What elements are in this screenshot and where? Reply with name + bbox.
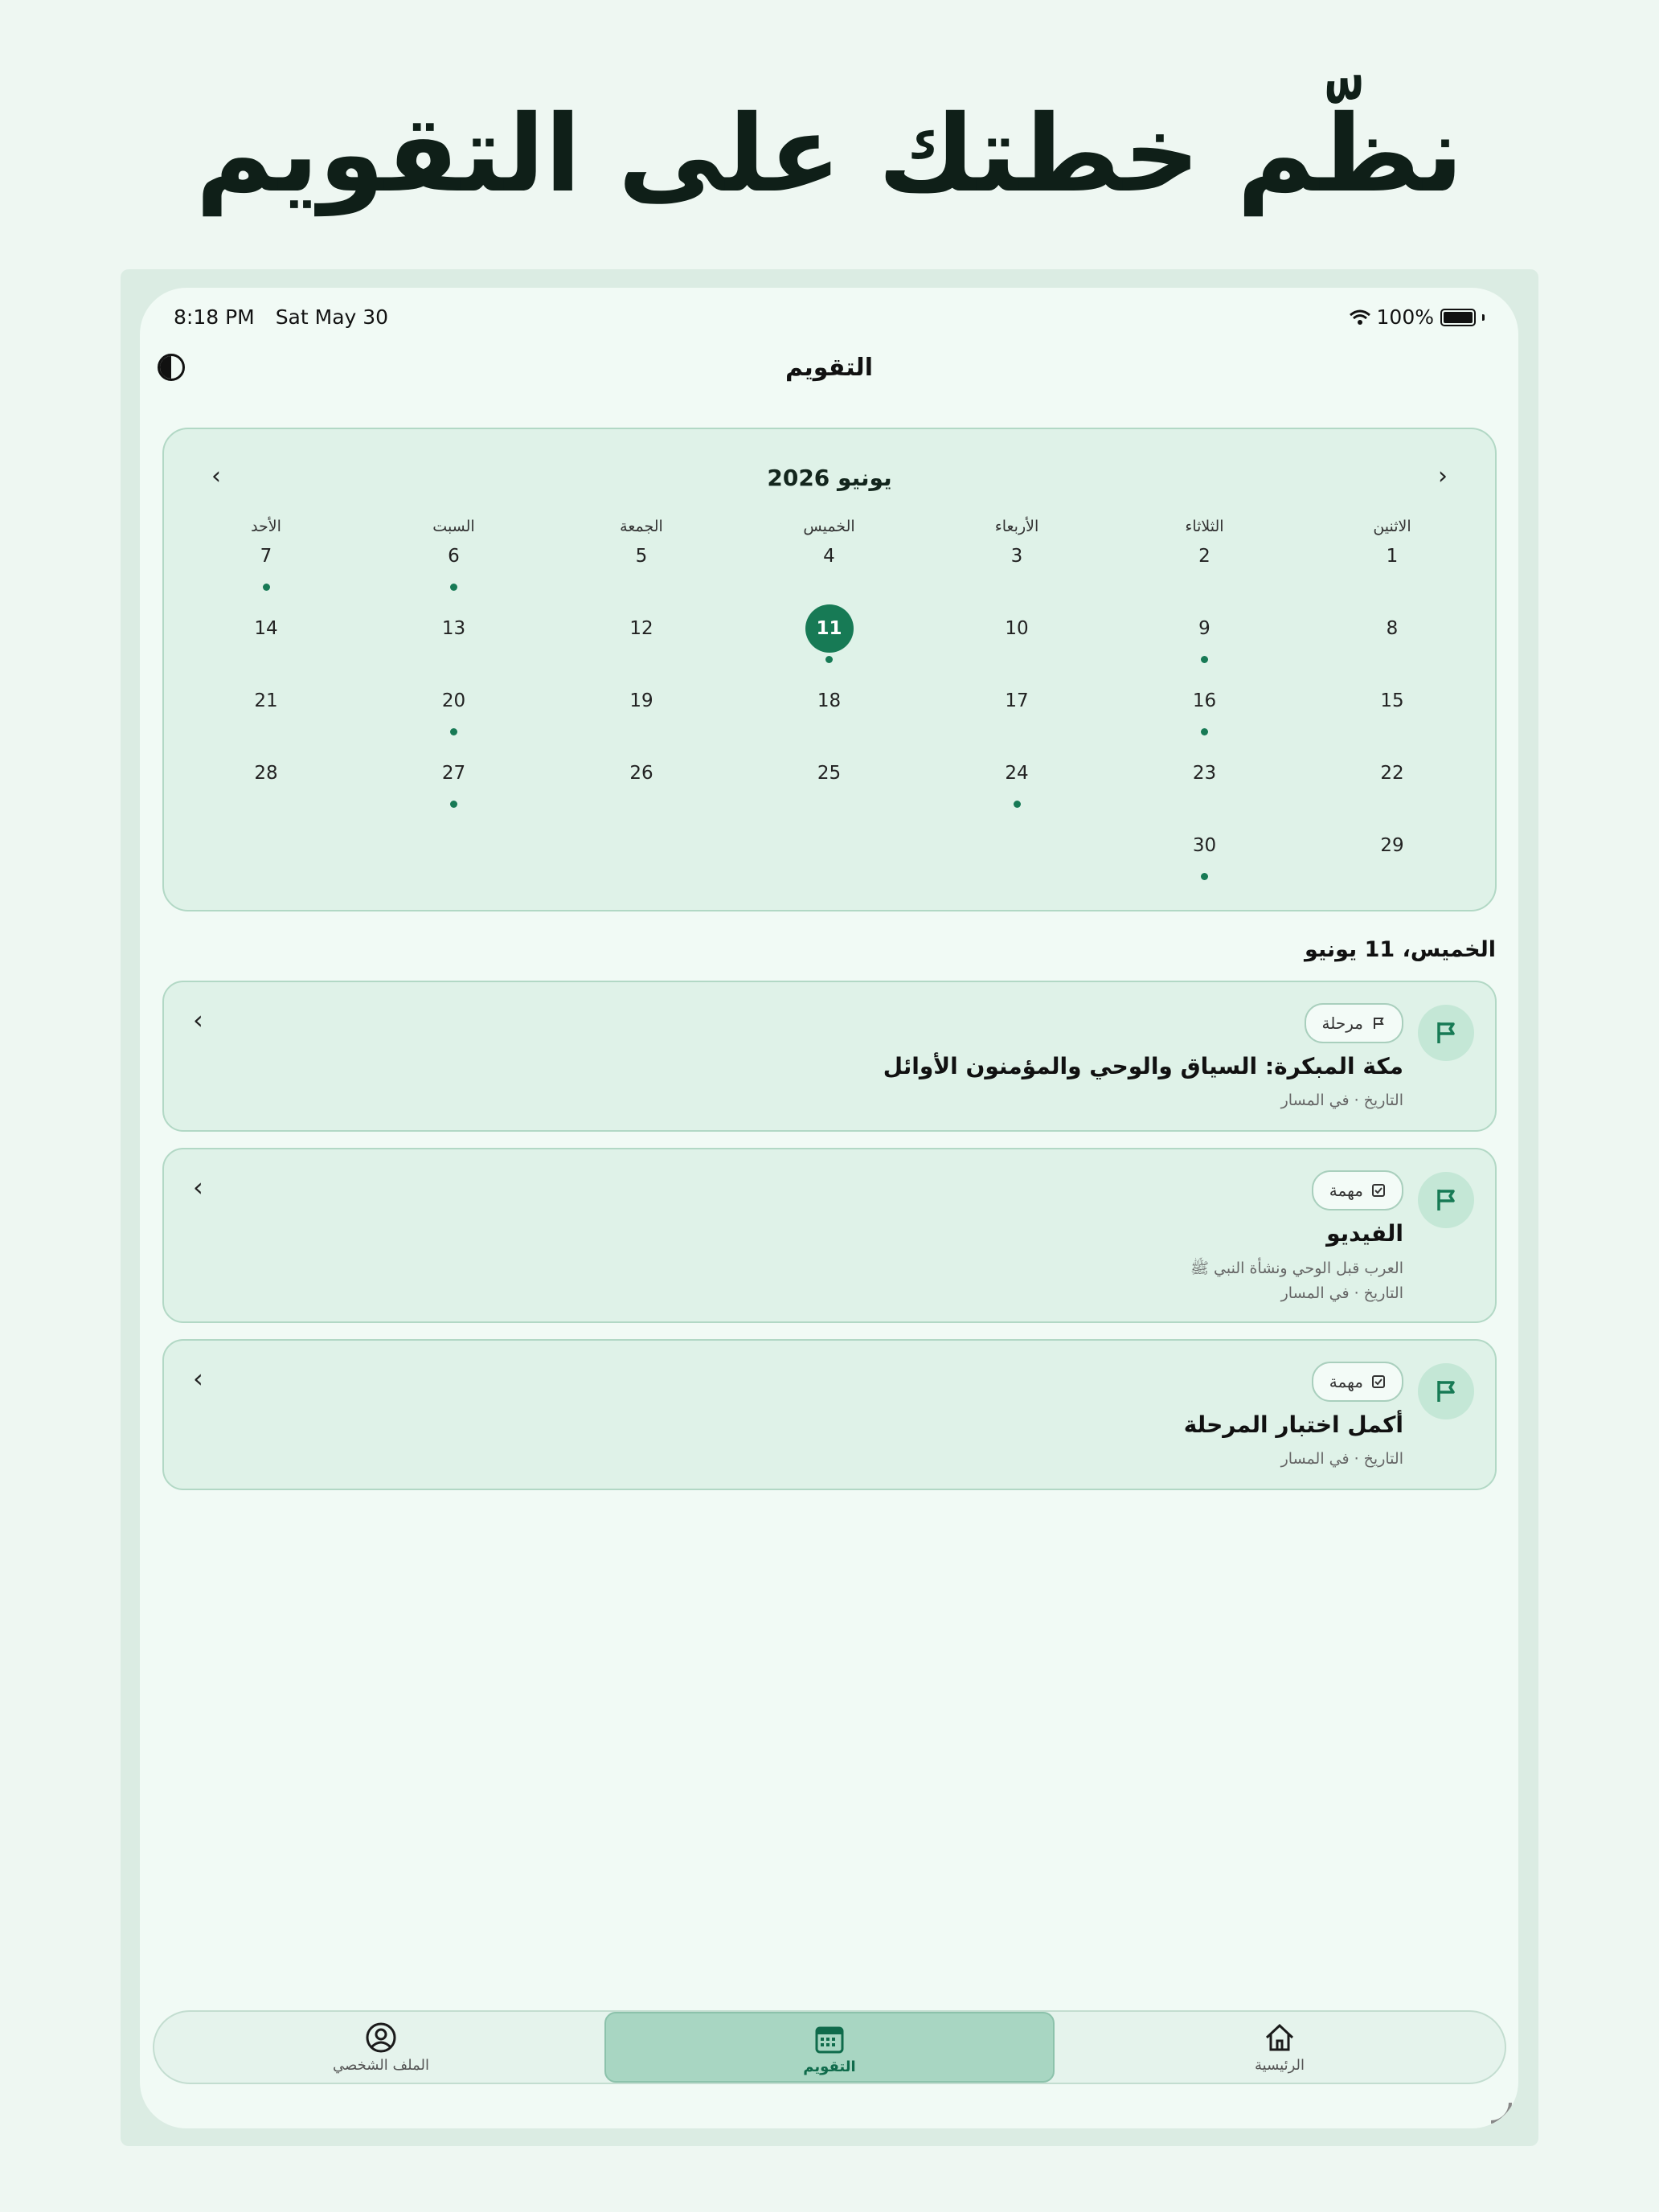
calendar-day-selected[interactable]: 11 — [805, 604, 854, 653]
event-dot — [1201, 873, 1208, 880]
battery-percent: 100% — [1376, 305, 1434, 329]
tab-home[interactable] — [1055, 2012, 1505, 2083]
flag-icon — [1418, 1172, 1474, 1228]
event-dot — [1014, 801, 1021, 808]
home-icon — [1264, 2022, 1296, 2054]
status-date: Sat May 30 — [275, 305, 389, 329]
calendar-day[interactable]: 19 — [629, 690, 653, 711]
profile-icon — [365, 2022, 397, 2054]
event-card[interactable] — [162, 1339, 1497, 1490]
event-dot — [450, 801, 457, 808]
weekday-header: الجمعة — [620, 518, 663, 535]
event-meta: التاريخ · في المسار — [1280, 1092, 1403, 1109]
chevron-left-icon[interactable]: ‹ — [193, 1172, 203, 1202]
weekday-header: الأربعاء — [994, 518, 1039, 535]
event-title: الفيديو — [1326, 1220, 1403, 1247]
calendar-day[interactable]: 22 — [1380, 763, 1404, 784]
chevron-left-icon[interactable]: ‹ — [193, 1005, 203, 1035]
calendar-day[interactable]: 27 — [441, 763, 466, 784]
weekday-header: الخميس — [803, 518, 855, 535]
calendar-day[interactable]: 24 — [1005, 763, 1029, 784]
calendar-day[interactable]: 17 — [1005, 690, 1029, 711]
calendar-day[interactable]: 2 — [1198, 546, 1210, 567]
battery-tip — [1482, 314, 1485, 321]
weekday-header: الأحد — [251, 518, 281, 535]
tab-calendar-label: التقويم — [803, 2058, 856, 2075]
event-type-label: مرحلة — [1321, 1014, 1363, 1033]
tab-home-label: الرئيسية — [1255, 2057, 1305, 2074]
event-dot — [1201, 728, 1208, 735]
calendar-day[interactable]: 16 — [1192, 690, 1217, 711]
next-month-button[interactable]: ‹ — [211, 462, 221, 490]
flag-icon — [1418, 1005, 1474, 1061]
chevron-left-icon[interactable]: ‹ — [193, 1363, 203, 1394]
event-type-chip — [1312, 1362, 1403, 1402]
calendar-day[interactable]: 21 — [254, 690, 278, 711]
calendar-day[interactable]: 28 — [254, 763, 278, 784]
event-meta: التاريخ · في المسار — [1280, 1284, 1403, 1302]
calendar-day[interactable]: 1 — [1386, 546, 1399, 567]
weekday-header: الاثنين — [1373, 518, 1411, 535]
checkbox-icon — [1371, 1374, 1386, 1389]
calendar-day[interactable]: 20 — [441, 690, 466, 711]
bottom-tab-bar — [153, 2010, 1506, 2084]
calendar-day[interactable]: 13 — [441, 618, 466, 639]
calendar-day[interactable]: 10 — [1005, 618, 1029, 639]
calendar-day[interactable]: 8 — [1386, 618, 1399, 639]
calendar-day[interactable]: 23 — [1192, 763, 1217, 784]
event-meta: العرب قبل الوحي ونشأة النبي ﷺ — [1190, 1260, 1403, 1277]
calendar-day[interactable]: 4 — [823, 546, 835, 567]
promo-headline: نظّم خطتك على التقويم — [195, 92, 1464, 216]
checkbox-icon — [1371, 1183, 1386, 1198]
calendar-day[interactable]: 7 — [260, 546, 272, 567]
previous-month-button[interactable]: › — [1438, 462, 1448, 490]
tab-profile[interactable] — [156, 2012, 606, 2083]
calendar-day[interactable]: 9 — [1198, 618, 1210, 639]
event-dot — [825, 656, 833, 663]
flag-icon — [1418, 1363, 1474, 1419]
status-time: 8:18 PM — [174, 305, 255, 329]
flag-icon — [1371, 1016, 1386, 1030]
wifi-icon — [1350, 309, 1370, 326]
calendar-day[interactable]: 30 — [1192, 835, 1217, 856]
status-bar — [174, 296, 1485, 336]
event-title: أكمل اختبار المرحلة — [1183, 1411, 1403, 1438]
calendar-day[interactable]: 5 — [635, 546, 648, 567]
event-card[interactable] — [162, 1148, 1497, 1323]
event-meta: التاريخ · في المسار — [1280, 1450, 1403, 1468]
calendar-day[interactable]: 3 — [1010, 546, 1023, 567]
calendar-month-label: يونيو 2026 — [767, 465, 892, 491]
event-dot — [1201, 656, 1208, 663]
calendar-day[interactable]: 25 — [817, 763, 842, 784]
event-type-chip — [1312, 1170, 1403, 1210]
month-calendar — [162, 428, 1497, 911]
calendar-icon — [813, 2023, 846, 2055]
event-type-label: مهمة — [1329, 1181, 1363, 1200]
calendar-day[interactable]: 26 — [629, 763, 653, 784]
event-title: مكة المبكرة: السياق والوحي والمؤمنون الأوائل — [883, 1053, 1403, 1079]
battery-icon — [1440, 309, 1476, 326]
weekday-header: الثلاثاء — [1185, 518, 1224, 535]
event-dot — [450, 728, 457, 735]
selected-date-heading: الخميس، 11 يونيو — [1305, 937, 1496, 962]
event-type-chip — [1305, 1003, 1403, 1043]
calendar-day[interactable]: 6 — [448, 546, 460, 567]
page-title: التقويم — [785, 354, 873, 382]
tab-calendar[interactable] — [604, 2012, 1055, 2083]
calendar-day[interactable]: 12 — [629, 618, 653, 639]
calendar-day[interactable]: 15 — [1380, 690, 1404, 711]
weekday-header: السبت — [432, 518, 475, 535]
event-dot — [450, 584, 457, 591]
calendar-day[interactable]: 14 — [254, 618, 278, 639]
calendar-day[interactable]: 18 — [817, 690, 842, 711]
event-dot — [263, 584, 270, 591]
app-screen — [140, 288, 1518, 2128]
tab-profile-label: الملف الشخصي — [333, 2057, 429, 2074]
event-type-label: مهمة — [1329, 1372, 1363, 1391]
calendar-day[interactable]: 29 — [1380, 835, 1404, 856]
event-card[interactable] — [162, 981, 1497, 1132]
